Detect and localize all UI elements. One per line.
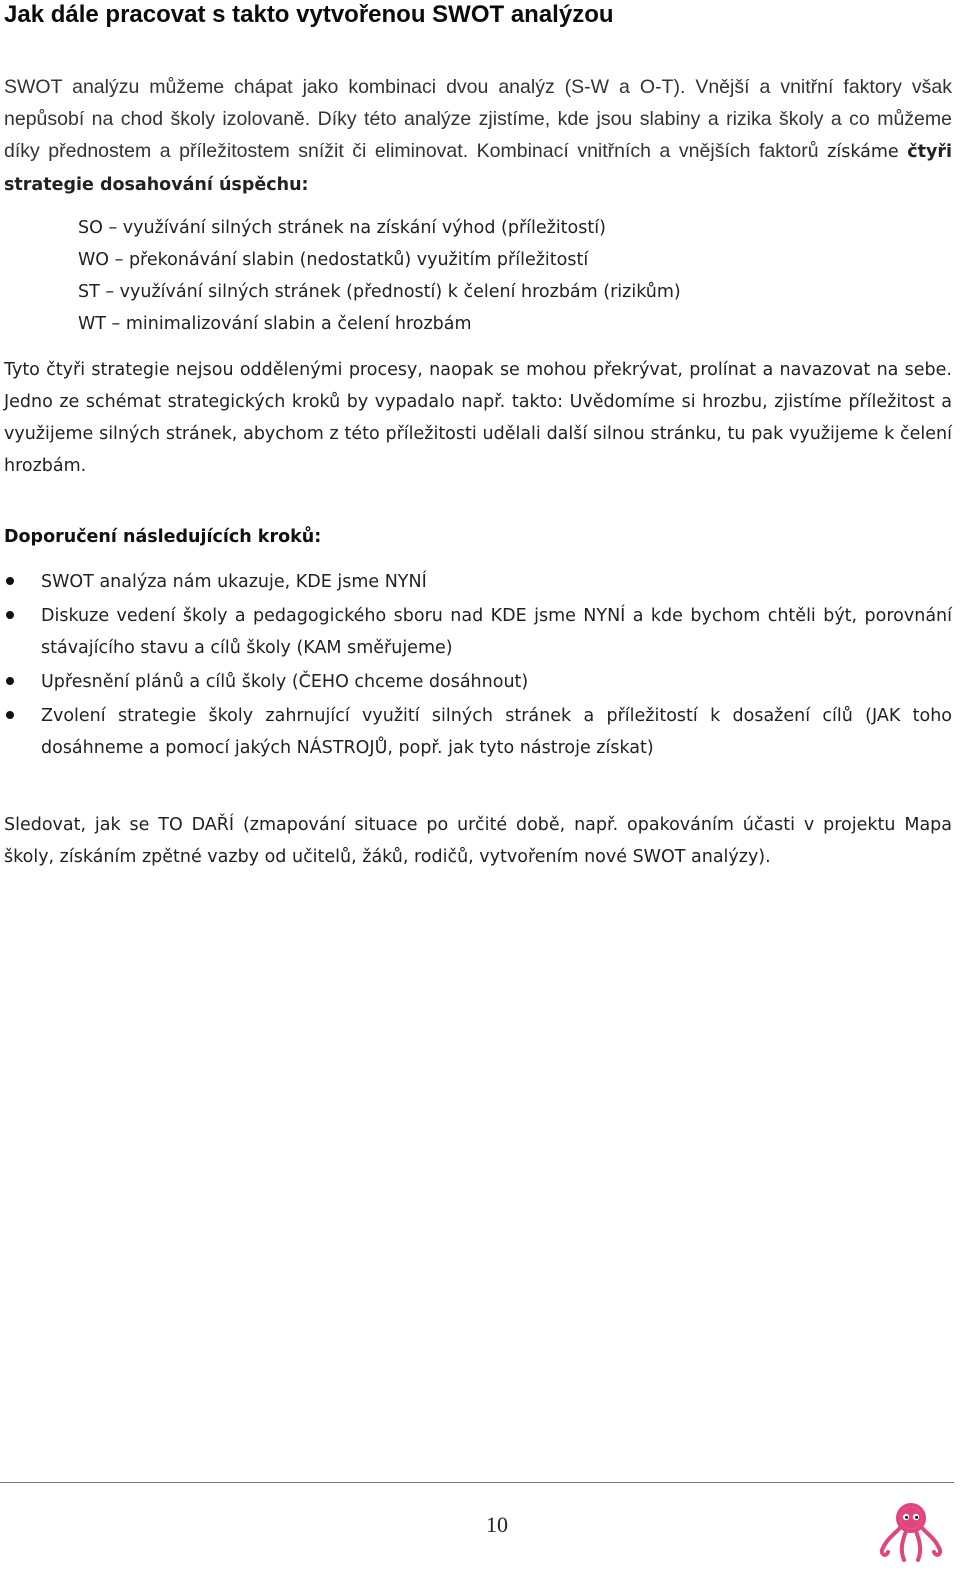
list-item-text: Zvolení strategie školy zahrnující využití silných stránek a příležitostí k dosažení cílů (JAK toho dosáhneme a pomocí jakých NÁSTROJŮ, popř. jak tyto nástroje získat) — [41, 706, 952, 758]
intro-text: SWOT analýzu můžeme chápat jako kombinaci dvou analýz (S-W a O-T). Vnější a vnitřní faktory však nepůsobí na chod školy izolovaně. Díky této analýze zjistíme, kde jsou slabiny a rizika školy a co můžeme díky přednostem a příležitostem snížit či eliminovat. Kombinací vnitřních a vnějších faktorů — [4, 76, 952, 162]
list-item — [4, 666, 952, 698]
list-item-text: Upřesnění plánů a cílů školy (ČEHO chceme dosáhnout) — [41, 672, 529, 692]
list-item — [4, 566, 952, 598]
list-item-text: SWOT analýza nám ukazuje, KDE jsme NYNÍ — [41, 572, 427, 592]
octopus-logo-icon — [878, 1500, 944, 1566]
bullet-icon — [6, 711, 14, 719]
section-heading: Doporučení následujících kroků: — [4, 527, 322, 547]
page-title: Jak dále pracovat s takto vytvořenou SWOT analýzou — [4, 1, 614, 28]
strategy-item: ST – využívání silných stránek (předností) k čelení hrozbám (rizikům) — [78, 282, 681, 302]
bullet-icon — [6, 577, 14, 585]
list-item — [4, 600, 952, 664]
strategy-item: SO – využívání silných stránek na získání výhod (příležitostí) — [78, 218, 606, 238]
closing-paragraph: Sledovat, jak se TO DAŘÍ (zmapování situace po určité době, např. opakováním účasti v projektu Mapa školy, získáním zpětné vazby od učitelů, žáků, rodičů, vytvořením nové SWOT analýzy). — [4, 815, 952, 867]
intro-paragraph — [4, 71, 952, 201]
list-item — [4, 700, 952, 764]
strategy-item: WT – minimalizování slabin a čelení hrozbám — [78, 314, 472, 334]
page-number: 10 — [486, 1512, 508, 1537]
intro-bold-text: čtyři strategie dosahování úspěchu: — [4, 142, 953, 195]
strategy-list — [78, 212, 681, 340]
strategies-paragraph: Tyto čtyři strategie nejsou oddělenými procesy, naopak se mohou překrývat, prolínat a navazovat na sebe. Jedno ze schémat strategických kroků by vypadalo např. takto: Uvědomíme si hrozbu, zjistíme příležitost a využijeme silných stránek, abychom z této příležitosti udělali další silnou stránku, tu pak využijeme k čelení hrozbám. — [4, 360, 952, 476]
intro-text-continued: získáme — [827, 142, 899, 162]
list-item-text: Diskuze vedení školy a pedagogického sboru nad KDE jsme NYNÍ a kde bychom chtěli být, porovnání stávajícího stavu a cílů školy (KAM směřujeme) — [41, 606, 952, 658]
strategy-item: WO – překonávání slabin (nedostatků) využitím příležitostí — [78, 250, 589, 270]
steps-list — [4, 566, 952, 766]
footer-divider — [0, 1482, 954, 1483]
bullet-icon — [6, 677, 14, 685]
bullet-icon — [6, 611, 14, 619]
